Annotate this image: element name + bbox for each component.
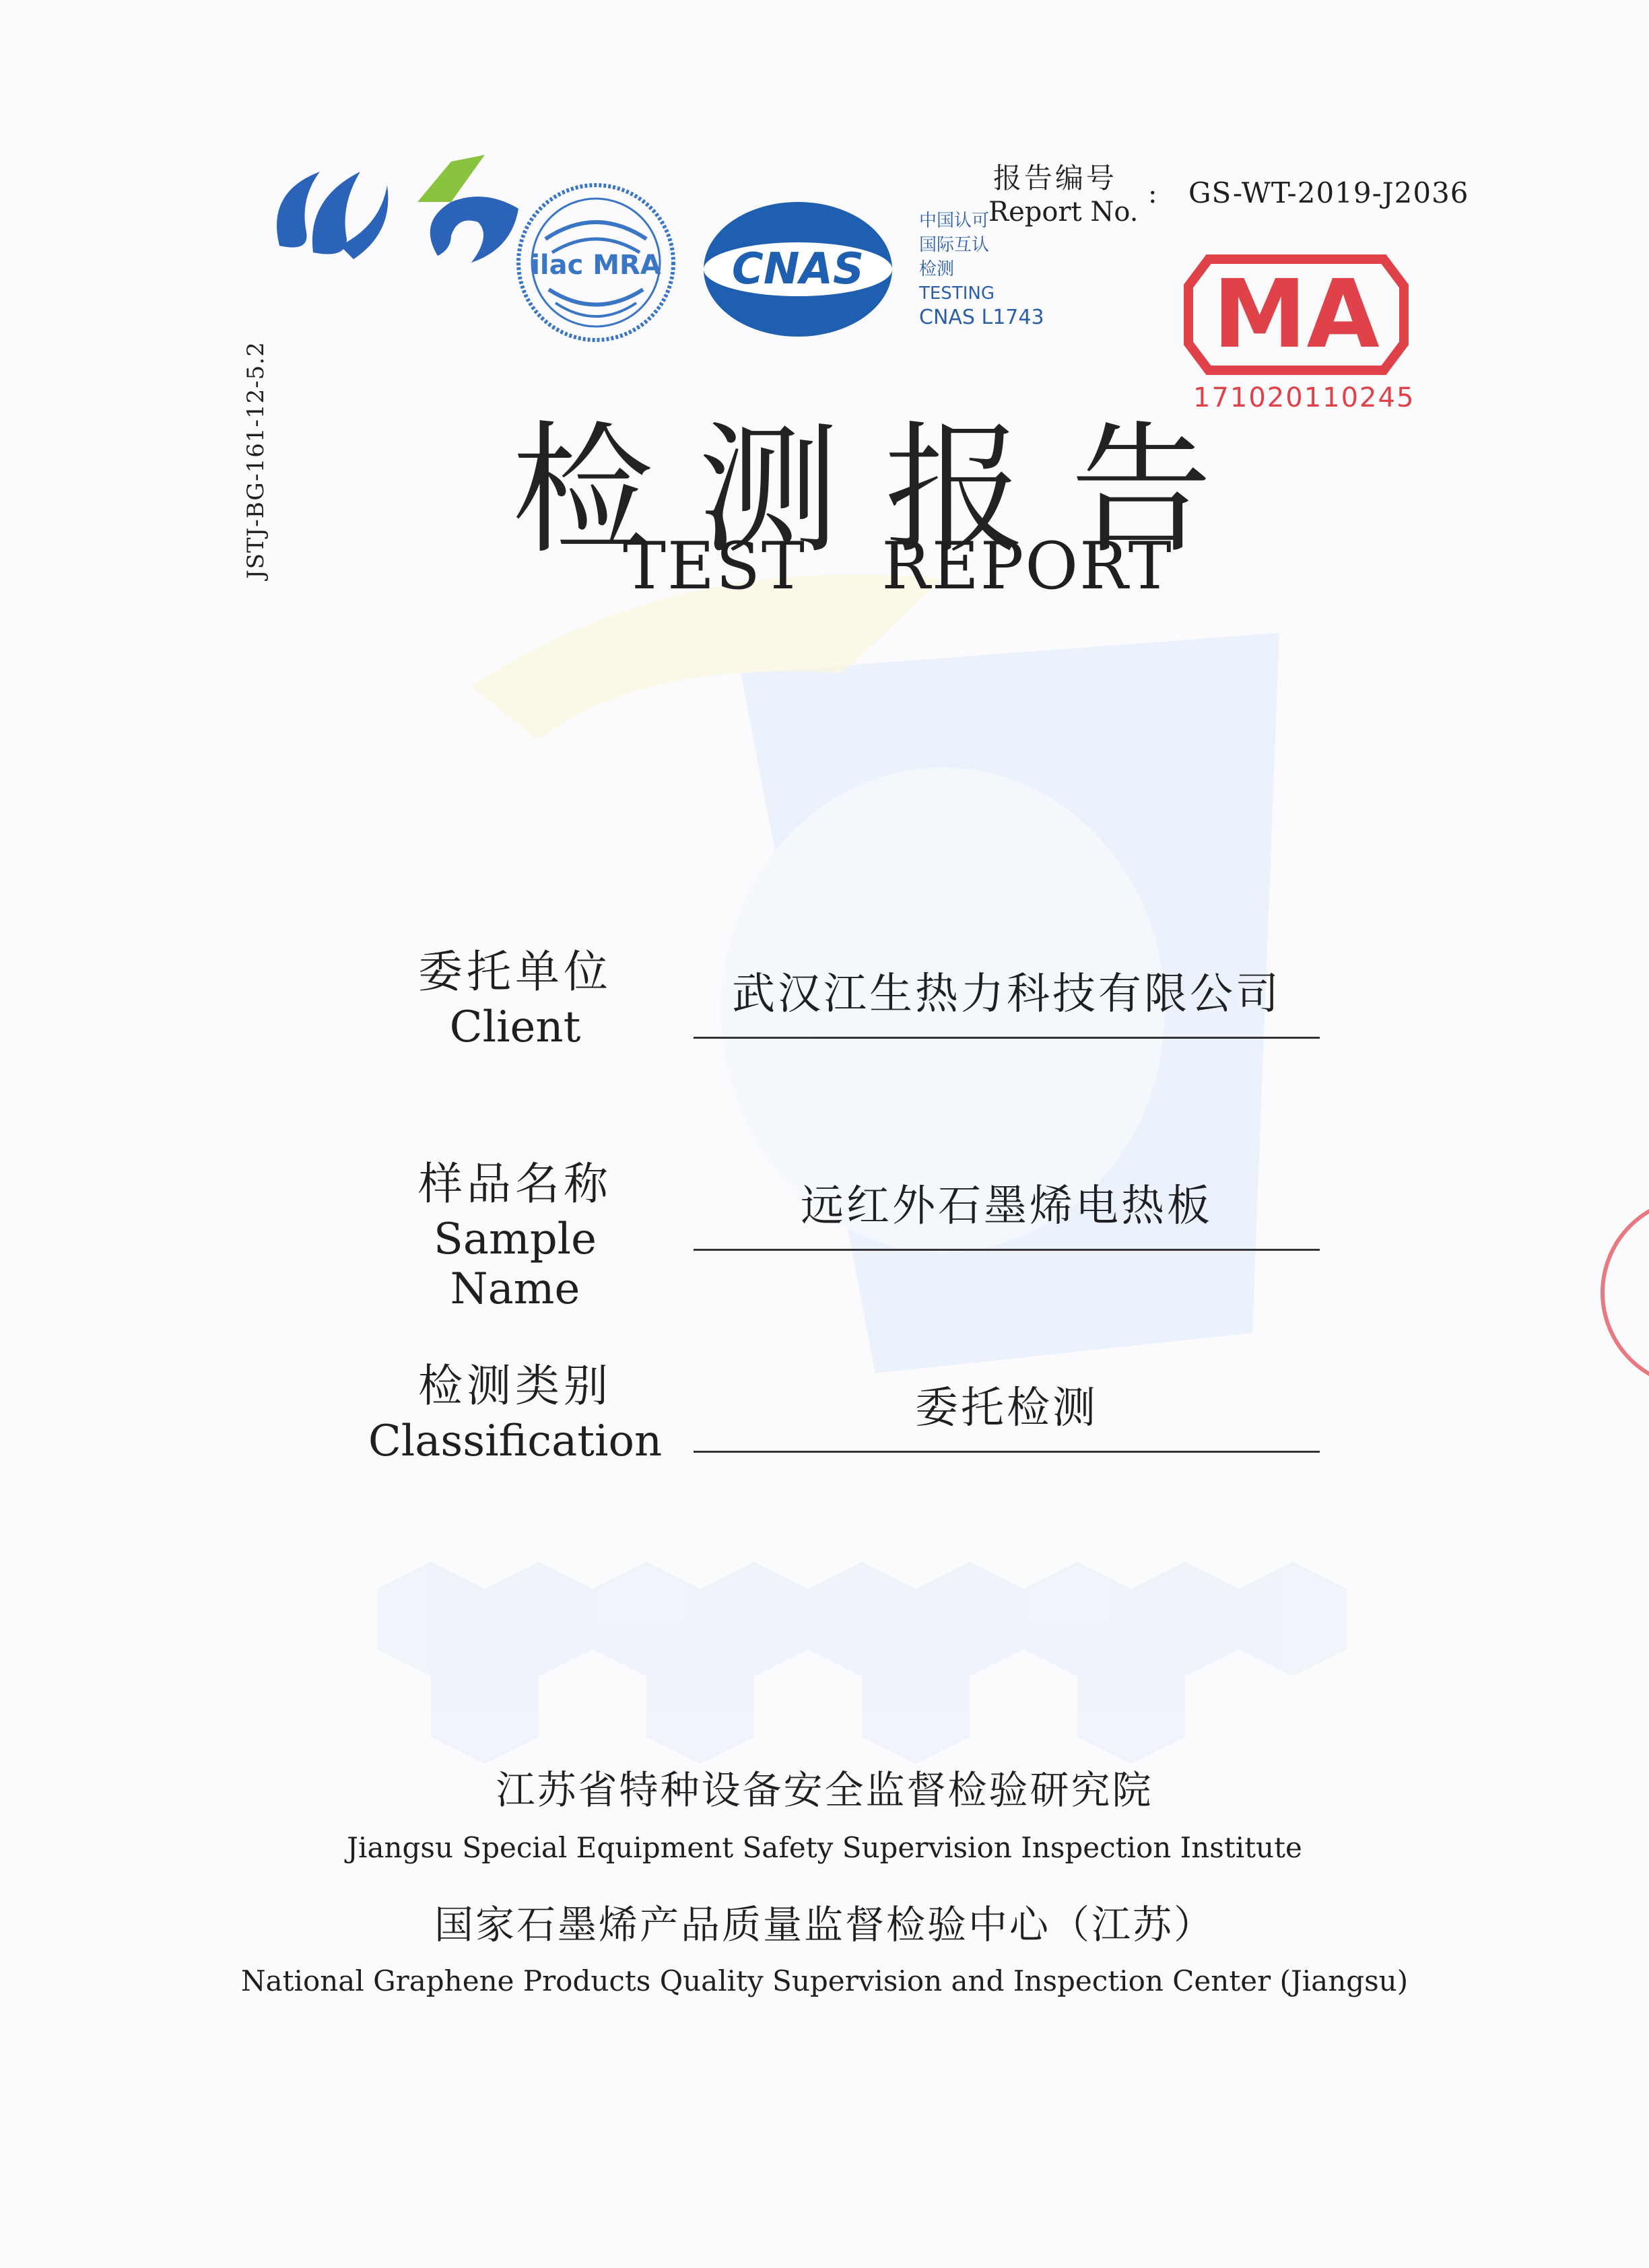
- ilac-mra-icon: [512, 178, 680, 347]
- client-value: 武汉江生热力科技有限公司: [732, 969, 1281, 1019]
- center-name-cn: 国家石墨烯产品质量监督检验中心（江苏）: [434, 1902, 1215, 1948]
- institute-logo-icon: [411, 148, 525, 269]
- report-number-label-cn: 报告编号: [993, 162, 1118, 195]
- client-label: [367, 936, 663, 1052]
- cnas-text: CNAS: [731, 244, 865, 294]
- center-name-en: National Graphene Products Quality Supervision and Inspection Center (Jiangsu): [240, 1964, 1409, 1997]
- client-label-cn: 委托单位: [418, 946, 612, 998]
- cnas-line-3: 检测: [919, 259, 955, 279]
- title-char-2: 测: [698, 408, 840, 573]
- partial-seal-icon: [1596, 1192, 1649, 1394]
- report-number-label-en: Report No.: [988, 197, 1139, 228]
- side-document-code: JSTJ-BG-161-12-5.2: [242, 341, 269, 579]
- classification-label-cn: 检测类别: [418, 1360, 612, 1412]
- cnas-line-4: TESTING: [919, 283, 995, 304]
- classification-value: 委托检测: [915, 1383, 1098, 1433]
- report-number-value: GS-WT-2019-J2036: [1188, 176, 1469, 209]
- classification-label-en: Classification: [368, 1416, 663, 1466]
- client-label-en: Client: [449, 1002, 581, 1052]
- title-en: TEST REPORT: [623, 528, 1173, 604]
- classification-underline: [694, 1451, 1320, 1453]
- cnas-line-1: 中国认可: [919, 211, 990, 231]
- ma-seal-icon: [1182, 252, 1411, 377]
- title-char-3: 报: [884, 408, 1026, 573]
- classification-label: [367, 1350, 663, 1466]
- cnas-line-2: 国际互认: [919, 235, 990, 255]
- title-char-1: 检: [512, 408, 654, 573]
- cnas-line-5: CNAS L1743: [919, 306, 1044, 329]
- client-underline: [694, 1037, 1320, 1039]
- institute-name-en: Jiangsu Special Equipment Safety Supervision Inspection Institute: [347, 1831, 1302, 1864]
- ilac-mra-text: ilac MRA: [531, 250, 661, 281]
- report-number-separator: :: [1148, 178, 1157, 209]
- sample-name-label: [367, 1148, 663, 1314]
- title-char-4: 告: [1070, 408, 1212, 573]
- sample-name-value: 远红外石墨烯电热板: [801, 1181, 1213, 1231]
- sample-name-label-cn: 样品名称: [418, 1158, 612, 1210]
- cnas-logo-icon: [700, 199, 896, 340]
- ma-text: MA: [1213, 260, 1380, 370]
- sample-name-underline: [694, 1249, 1320, 1251]
- bureau-logo-icon: [259, 145, 394, 279]
- sample-name-label-en: Sample Name: [434, 1214, 597, 1314]
- institute-name-cn: 江苏省特种设备安全监督检验研究院: [496, 1767, 1153, 1813]
- ma-number: 171020110245: [1193, 382, 1415, 413]
